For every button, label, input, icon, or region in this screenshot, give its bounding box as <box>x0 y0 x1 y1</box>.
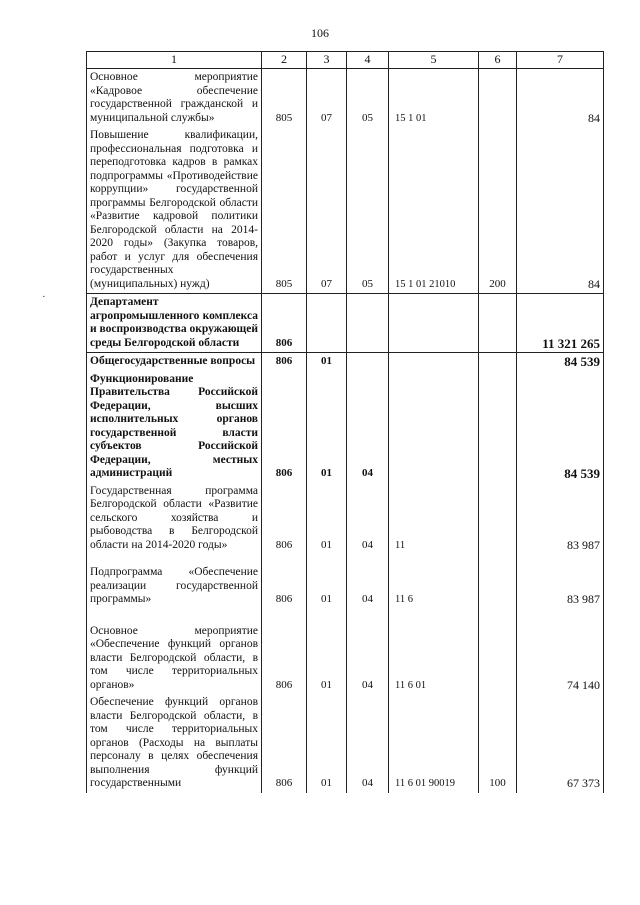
header-row <box>87 52 604 69</box>
row-name-text: Государственная программа Белгородской области «Развитие сельского хозяйства и рыбоводства в Белгородской области на 2014-2020 годы» <box>90 484 258 551</box>
row-name-cell <box>87 564 262 609</box>
subsection-cell <box>347 294 389 353</box>
row-name-cell <box>87 694 262 793</box>
expense-type-cell: 200 <box>479 127 517 294</box>
table-row <box>87 623 604 695</box>
spacer-cell <box>517 554 604 564</box>
row-name-text: Повышение квалификации, профессиональная подготовка и переподготовка кадров в рамках подпрограммы «Противодействие коррупции» государственной программы Белгородской области «Развитие кадровой политики Белгородской области на 2014-2020 годы» (Закупка товаров, работ и услуг для обеспечения государственных (муниципальных) нужд) <box>90 129 258 290</box>
spacer-cell <box>307 609 347 623</box>
target-article-cell: 15 1 01 21010 <box>389 127 479 294</box>
amount-cell: 83 987 <box>517 483 604 555</box>
spacer-cell <box>479 609 517 623</box>
col-header-5: 5 <box>389 52 479 69</box>
expense-type-cell: 100 <box>479 694 517 793</box>
row-name-cell <box>87 69 262 128</box>
target-article-cell <box>389 353 479 371</box>
ved-cell: 806 <box>262 483 307 555</box>
col-header-7: 7 <box>517 52 604 69</box>
subsection-cell: 04 <box>347 623 389 695</box>
row-name-cell <box>87 294 262 353</box>
spacer-row <box>87 554 604 564</box>
table-row <box>87 294 604 353</box>
table-body <box>87 69 604 793</box>
section-cell: 01 <box>307 353 347 371</box>
budget-table <box>86 51 604 793</box>
row-name-text: Обеспечение функций органов власти Белгородской области, в том числе территориальных органов (Расходы на выплаты персоналу в целях обеспечения выполнения функций государственными <box>90 696 258 789</box>
table-row <box>87 483 604 555</box>
spacer-cell <box>517 609 604 623</box>
ved-cell: 806 <box>262 294 307 353</box>
amount-cell: 74 140 <box>517 623 604 695</box>
spacer-cell <box>262 609 307 623</box>
section-cell: 07 <box>307 127 347 294</box>
table-row <box>87 127 604 294</box>
row-name-text: Основное мероприятие «Кадровое обеспечение государственной гражданской и муниципальной службы» <box>90 71 258 124</box>
expense-type-cell <box>479 483 517 555</box>
ved-cell: 805 <box>262 69 307 128</box>
row-name-cell <box>87 623 262 695</box>
section-cell: 01 <box>307 371 347 483</box>
ved-cell: 805 <box>262 127 307 294</box>
spacer-cell <box>347 609 389 623</box>
target-article-cell <box>389 294 479 353</box>
section-cell: 01 <box>307 483 347 555</box>
target-article-cell: 11 6 <box>389 564 479 609</box>
expense-type-cell <box>479 371 517 483</box>
amount-cell: 84 539 <box>517 353 604 371</box>
subsection-cell: 04 <box>347 694 389 793</box>
amount-cell: 84 539 <box>517 371 604 483</box>
expense-type-cell <box>479 564 517 609</box>
spacer-row <box>87 609 604 623</box>
spacer-cell <box>262 554 307 564</box>
ved-cell: 806 <box>262 564 307 609</box>
col-header-6: 6 <box>479 52 517 69</box>
subsection-cell: 04 <box>347 483 389 555</box>
scan-mark: · <box>42 291 46 303</box>
target-article-cell: 11 6 01 <box>389 623 479 695</box>
expense-type-cell <box>479 294 517 353</box>
target-article-cell: 11 <box>389 483 479 555</box>
table-row <box>87 694 604 793</box>
row-name-cell <box>87 353 262 371</box>
section-cell: 01 <box>307 694 347 793</box>
ved-cell: 806 <box>262 353 307 371</box>
col-header-2: 2 <box>262 52 307 69</box>
spacer-cell <box>389 609 479 623</box>
table-row <box>87 69 604 128</box>
section-cell: 07 <box>307 69 347 128</box>
subsection-cell <box>347 353 389 371</box>
spacer-cell <box>307 554 347 564</box>
subsection-cell: 05 <box>347 69 389 128</box>
table-row <box>87 353 604 371</box>
col-header-3: 3 <box>307 52 347 69</box>
expense-type-cell <box>479 623 517 695</box>
row-name-text: Общегосударственные вопросы <box>90 355 256 367</box>
section-cell: 01 <box>307 564 347 609</box>
amount-cell: 84 <box>517 127 604 294</box>
subsection-cell: 05 <box>347 127 389 294</box>
ved-cell: 806 <box>262 623 307 695</box>
section-cell <box>307 294 347 353</box>
amount-cell: 83 987 <box>517 564 604 609</box>
row-name-text: Функционирование Правительства Российской Федерации, высших исполнительных органов государственной власти субъектов Российской Федерации, местных администраций <box>90 372 258 479</box>
table-row <box>87 371 604 483</box>
ved-cell: 806 <box>262 371 307 483</box>
spacer-cell <box>389 554 479 564</box>
col-header-1: 1 <box>87 52 262 69</box>
subsection-cell: 04 <box>347 371 389 483</box>
row-name-text: Основное мероприятие «Обеспечение функций органов власти Белгородской области, в том числе территориальных органов» <box>90 624 258 691</box>
amount-cell: 84 <box>517 69 604 128</box>
row-name-cell <box>87 483 262 555</box>
expense-type-cell <box>479 353 517 371</box>
row-name-cell <box>87 371 262 483</box>
subsection-cell: 04 <box>347 564 389 609</box>
row-name-text: Подпрограмма «Обеспечение реализации государственной программы» <box>90 566 258 605</box>
expense-type-cell <box>479 69 517 128</box>
target-article-cell <box>389 371 479 483</box>
target-article-cell: 15 1 01 <box>389 69 479 128</box>
spacer-cell <box>347 554 389 564</box>
ved-cell: 806 <box>262 694 307 793</box>
col-header-4: 4 <box>347 52 389 69</box>
spacer-cell <box>87 554 262 564</box>
page-number: 106 <box>311 26 329 40</box>
spacer-cell <box>87 609 262 623</box>
row-name-text: Департамент агропромышленного комплекса и воспроизводства окружающей среды Белгородской области <box>90 296 258 349</box>
target-article-cell: 11 6 01 90019 <box>389 694 479 793</box>
row-name-cell <box>87 127 262 294</box>
section-cell: 01 <box>307 623 347 695</box>
table-row <box>87 564 604 609</box>
spacer-cell <box>479 554 517 564</box>
amount-cell: 67 373 <box>517 694 604 793</box>
amount-cell: 11 321 265 <box>517 294 604 353</box>
